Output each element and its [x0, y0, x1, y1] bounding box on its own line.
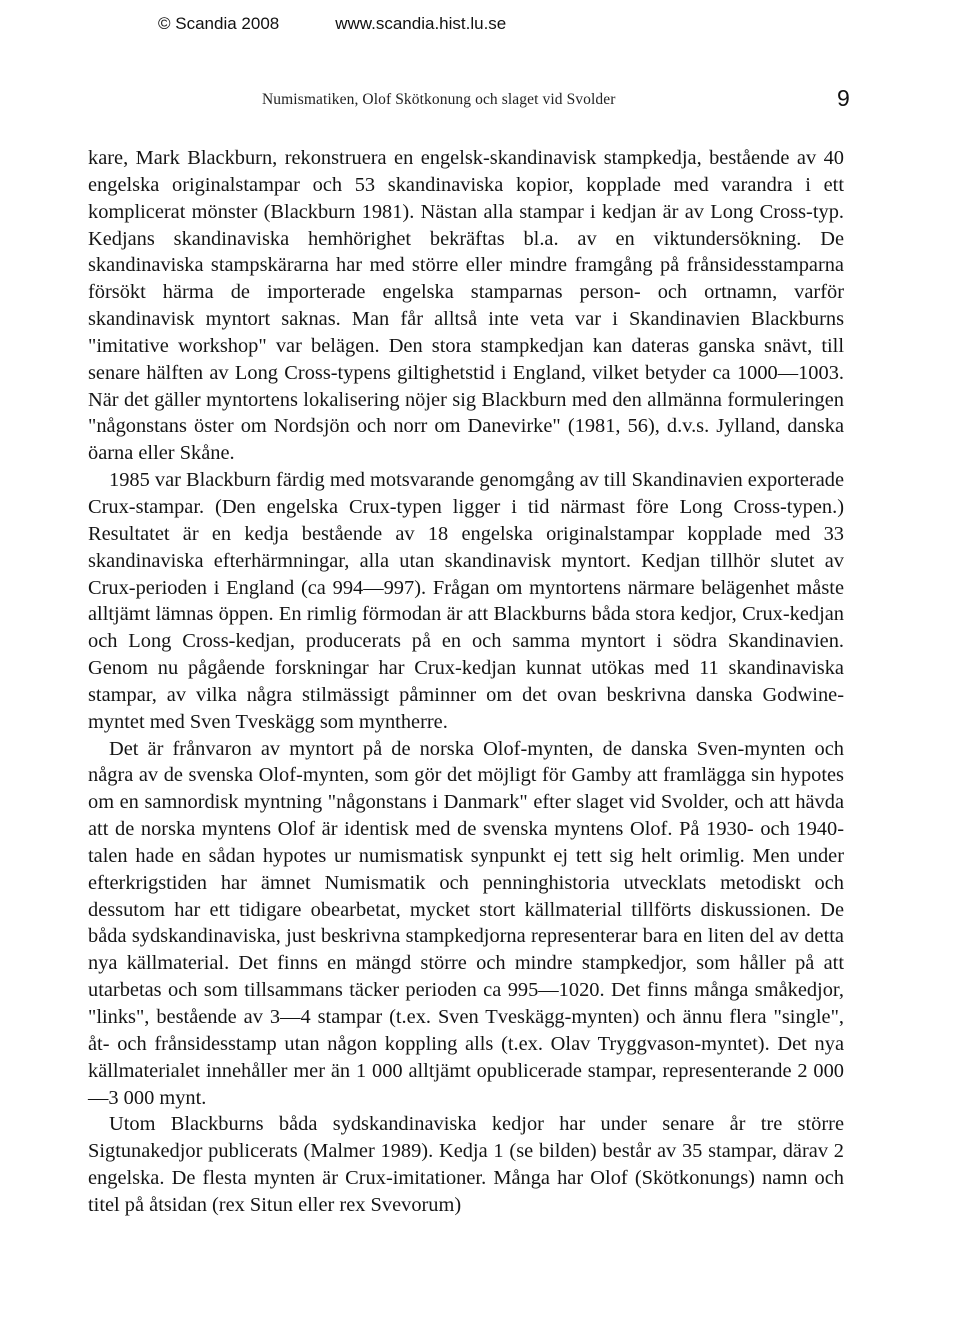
- source-url-link[interactable]: www.scandia.hist.lu.se: [335, 14, 507, 33]
- copyright-text: © Scandia 2008: [158, 14, 280, 33]
- paragraph: kare, Mark Blackburn, rekonstruera en engelsk-skandinavisk stampkedja, bestående av 40 engelska originalstampar och 53 skandinaviska kopior, kopplade med varandra i ett komplicerat mönster (Blackburn 1981). Nästan alla stampar i kedjan är av Long Cross-typ. Kedjans skandinaviska hemhörighet bekräftas bl.a. av en viktundersökning. De skandinaviska stampskärarna har med större eller mindre framgång på frånsidesstamparna försökt härma de importerade engelska stamparnas person- och ortnamn, varför skandinavisk myntort saknas. Man får alltså inte veta var i Skandinavien Blackburns "imitative workshop" var belägen. Den stora stampkedjan kan dateras ganska snävt, till senare hälften av Long Cross-typens giltighetstid i England, vilket betyder ca 1000—1003. När det gäller myntortens lokalisering nöjer sig Blackburn med den allmänna formuleringen "någonstans öster om Nordsjön och norr om Danevirke" (1981, 56), d.v.s. Jylland, danska öarna eller Skåne.: [88, 147, 844, 465]
- top-meta-header: [158, 14, 506, 34]
- paragraph: Det är frånvaron av myntort på de norska Olof-mynten, de danska Sven-mynten och några av de svenska Olof-mynten, som gör det möjligt för Gamby att framlägga sin hypotes om en samnordisk myntning "någonstans i Danmark" efter slaget vid Svolder, och att hävda att de norska myntens Olof är identisk med de svenska myntens Olof. På 1930- och 1940-talen hade en sådan hypotes ur numismatisk synpunkt ej tett sig helt orimlig. Men under efterkrigstiden har ämnet Numismatik och penninghistoria utvecklats metodiskt och dessutom har ett tidigare obearbetat, mycket stort källmaterial tillförts diskussionen. De båda sydskandinaviska, just beskrivna stampkedjorna representerar bara en liten del av detta nya källmaterial. Det finns en mängd större och mindre stampkedjor, som håller på att utarbetas och som tillsammans täcker perioden ca 995—1020. Det finns många småkedjor, "links", bestående av 3—4 stampar (t.ex. Sven Tveskägg-mynten) och ännu flera "single", åt- och frånsidesstamp utan någon koppling alls (t.ex. Olav Tryggvason-myntet). Det nya källmaterialet innehåller mer än 1 000 alltjämt opublicerade stampar, representerande 2 000—3 000 mynt.: [88, 737, 844, 1109]
- page-number: 9: [837, 85, 850, 111]
- article-body: [88, 145, 844, 1219]
- paragraph: 1985 var Blackburn färdig med motsvarande genomgång av till Skandinavien exporterade Crux-stampar. (Den engelska Crux-typen ligger i tid närmast före Long Cross-typen.) Resultatet är en kedja bestående av 18 engelska originalstampar kopplade med 33 skandinaviska efterhärmningar, alla utan skandinavisk myntort. Kedjan tillhör slutet av Crux-perioden i England (ca 994—997). Frågan om myntortens närmare belägenhet måste alltjämt lämnas öppen. En rimlig förmodan är att Blackburns båda stora kedjor, Crux-kedjan och Long Cross-kedjan, producerats på en och samma myntort i södra Skandinavien. Genom nu pågående forskningar har Crux-kedjan kunnat utökas med 11 skandinaviska stampar, av vilka några stilmässigt påminner om det ovan beskrivna danska Godwine-myntet med Sven Tveskägg som myntherre.: [88, 469, 844, 733]
- running-head-title: Numismatiken, Olof Skötkonung och slaget vid Svolder: [262, 91, 616, 108]
- paragraph: Utom Blackburns båda sydskandinaviska kedjor har under senare år tre större Sigtunakedjor publicerats (Malmer 1989). Kedja 1 (se bilden) består av 35 stampar, därav 2 engelska. De flesta mynten är Crux-imitationer. Många har Olof (Skötkonungs) namn och titel på åtsidan (rex Situn eller rex Svevorum): [88, 1113, 844, 1216]
